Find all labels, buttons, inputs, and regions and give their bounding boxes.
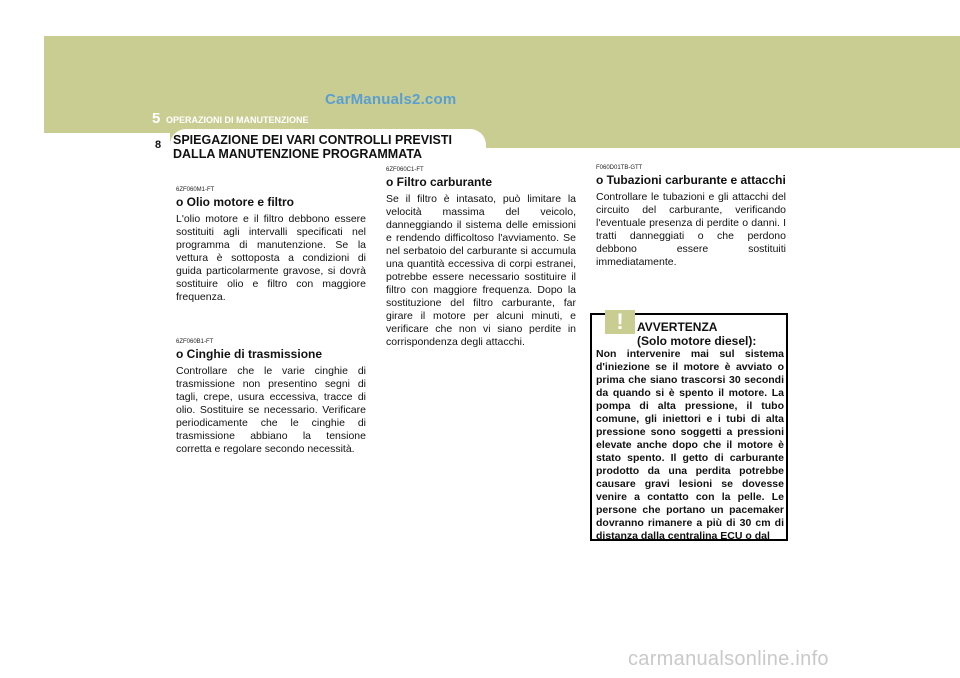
chapter-title: OPERAZIONI DI MANUTENZIONE — [166, 115, 309, 125]
section-body: L'olio motore e il filtro debbono essere sostituiti agli intervalli specificati nel programma di manutenzione. Se la vettura è sottoposta a condizioni di guida particolarmente gravose, si dovrà sostituire olio e filtro con maggiore frequenza. — [176, 213, 366, 303]
page-number-block — [0, 133, 170, 159]
warning-title-line1: AVVERTENZA — [637, 320, 718, 334]
section-heading: o Olio motore e filtro — [176, 195, 295, 209]
section-heading: o Tubazioni carburante e attacchi — [596, 173, 786, 187]
exclamation-icon: ! — [616, 309, 624, 334]
section-engine-oil — [176, 187, 366, 304]
chapter-number: 5 — [152, 110, 161, 127]
section-body: Controllare che le varie cinghie di trasmissione non presentino segni di tagli, crepe, usura eccessiva, tracce di olio. Sostituire se necessario. Verificare periodicamente che le cinghie di trasmissione abbiano la tensione corretta e regolare secondo necessità. — [176, 365, 366, 455]
section-code: 6ZF060B1-FT — [176, 339, 214, 345]
section-code: 6ZF060M1-FT — [176, 187, 215, 193]
warning-title-line2: (Solo motore diesel): — [637, 334, 757, 348]
section-body: Se il filtro è intasato, può limitare la velocità massima del veicolo, danneggiando il sistema delle emissioni e rendendo difficoltoso l'avviamento. Se nel serbatoio del carburante si accumula una quantità eccessiva di corpi estranei, potrebbe essere necessario sostituire il filtro con maggiore frequenza. Dopo la sostituzione del filtro carburante, far girare il motore per alcuni minuti, e verificare che non vi siano perdite in corrispondenza degli attacchi. — [386, 193, 576, 348]
section-drive-belts — [176, 339, 366, 456]
section-title: SPIEGAZIONE DEI VARI CONTROLLI PREVISTI DALLA MANUTENZIONE PROGRAMMATA — [173, 133, 452, 161]
page-number: 8 — [155, 139, 162, 151]
watermark-top-link[interactable]: CarManuals2.com — [325, 91, 457, 108]
warning-body: Non intervenire mai sul sistema d'iniezione se il motore è avviato o prima che siano trascorsi 30 secondi da quando si è spento il motore. La pompa di alta pressione, il tubo comune, gli iniettori e i tubi di alta pressione sono soggetti a pressioni elevate anche dopo che il motore è stato spento. Il getto di carburante prodotto da una perdita potrebbe causare gravi lesioni se dovesse venire a contatto con la pelle. Le persone che portano un pacemaker dovranno rimanere a più di 30 cm di distanza dalla centralina ECU o dal — [596, 348, 784, 542]
section-heading: o Cinghie di trasmissione — [176, 347, 323, 361]
section-heading: o Filtro carburante — [386, 175, 493, 189]
column-2 — [386, 167, 576, 349]
section-code: F060D01TB-GTT — [596, 165, 643, 171]
warning-title — [637, 320, 787, 348]
column-3 — [596, 165, 786, 269]
section-body: Controllare le tubazioni e gli attacchi del circuito del carburante, verificando l'eventuale presenza di perdite o danni. I tratti danneggiati o che perdono debbono essere sostituiti immediatamente. — [596, 191, 786, 268]
section-code: 6ZF060C1-FT — [386, 167, 424, 173]
column-1 — [176, 187, 366, 456]
watermark-bottom-link[interactable]: carmanualsonline.info — [628, 648, 829, 670]
